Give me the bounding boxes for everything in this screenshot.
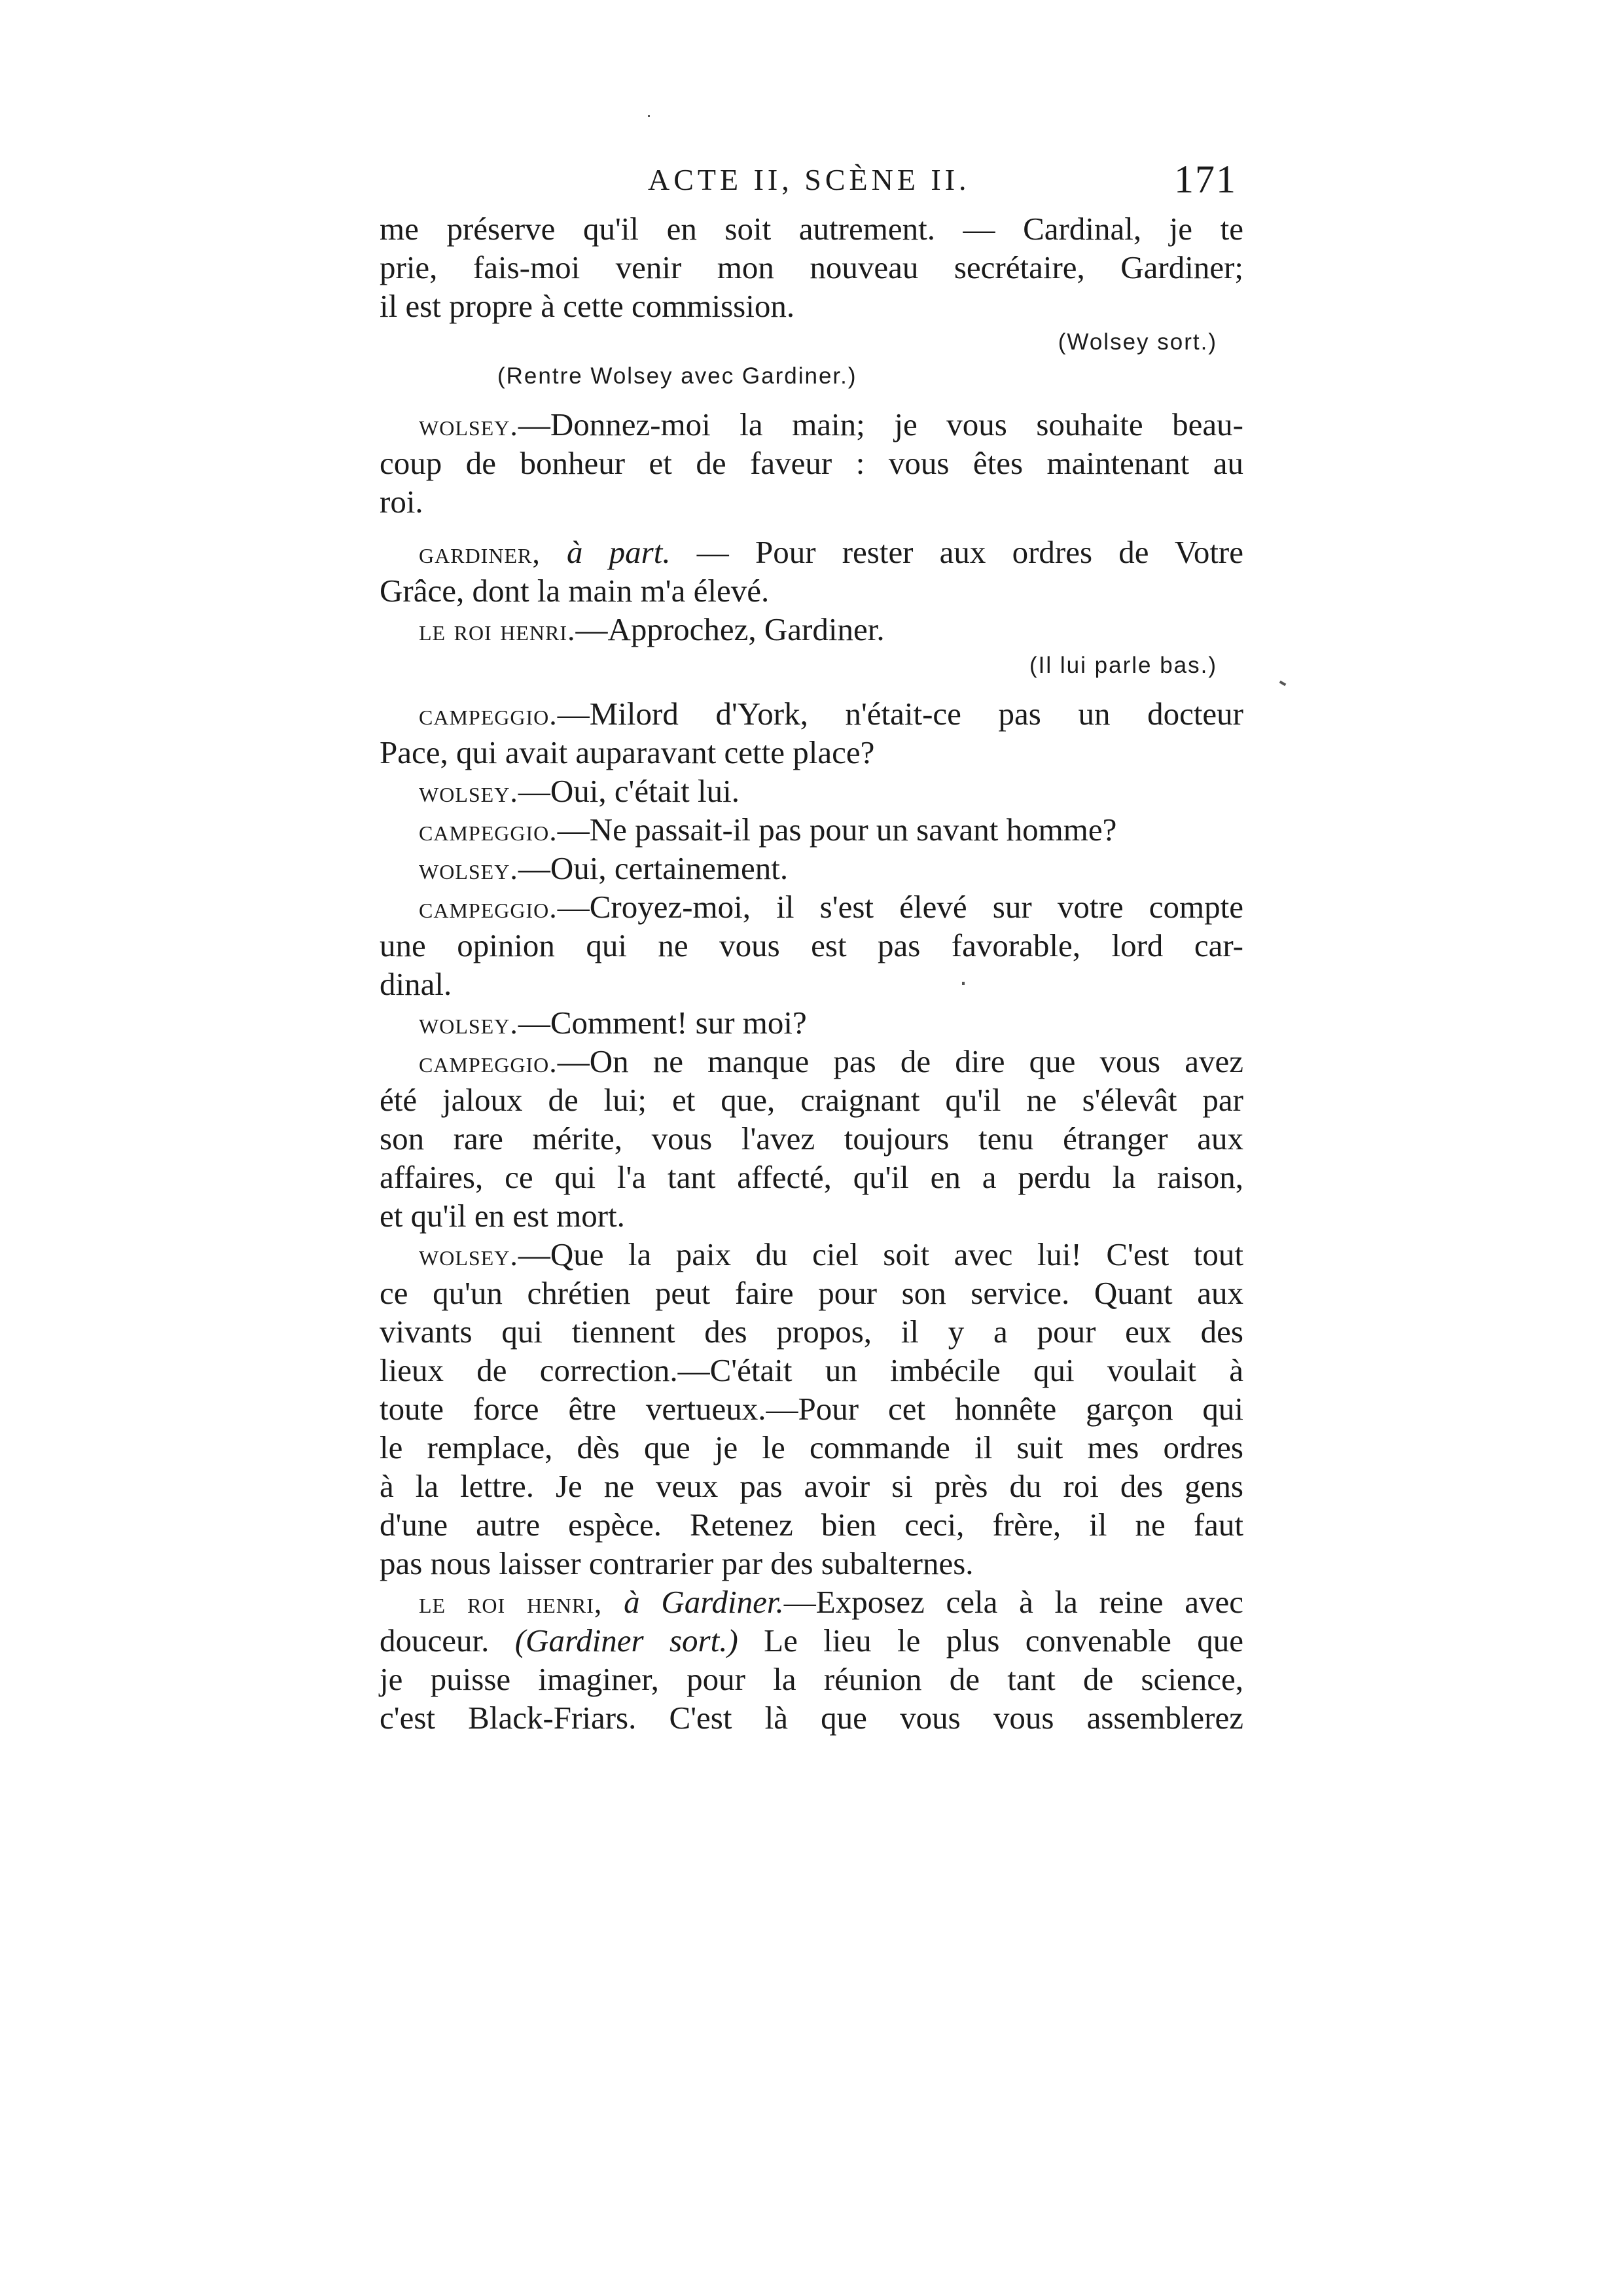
stage-direction: (Wolsey sort.) <box>1058 329 1217 355</box>
text-line: une opinion qui ne vous est pas favorable, lord car- <box>380 927 1243 963</box>
speech-line: wolsey.—Oui, c'était lui. <box>419 773 740 809</box>
page-number: 171 <box>1174 158 1237 201</box>
speaker-name: wolsey. <box>419 775 518 808</box>
text-line: coup de bonheur et de faveur : vous êtes maintenant au <box>380 445 1243 481</box>
text-line: c'est Black-Friars. C'est là que vous vous assemblerez <box>380 1700 1243 1736</box>
speech-line: le roi henri.—Approchez, Gardiner. <box>419 611 885 647</box>
text-line: vivants qui tiennent des propos, il y a pour eux des <box>380 1314 1243 1350</box>
speech-line: gardiner, à part. — Pour rester aux ordres de Votre <box>419 534 1243 570</box>
speaker-name: wolsey. <box>419 1007 518 1040</box>
speaker-name: campeggio. <box>419 1045 558 1079</box>
text-line: prie, fais-moi venir mon nouveau secrétaire, Gardiner; <box>380 249 1243 285</box>
speech-line: campeggio.—Milord d'York, n'était-ce pas un docteur <box>419 696 1243 732</box>
text-line: Grâce, dont la main m'a élevé. <box>380 573 770 609</box>
scan-speck <box>1279 681 1287 686</box>
scan-speck <box>648 115 650 117</box>
speaker-name: le roi henri. <box>419 613 576 647</box>
page-header <box>648 157 1237 209</box>
text-line: et qu'il en est mort. <box>380 1198 625 1234</box>
text-line: été jaloux de lui; et que, craignant qu'il ne s'élevât par <box>380 1082 1243 1118</box>
text-line: pas nous laisser contrarier par des subalternes. <box>380 1545 974 1581</box>
speech-line: wolsey.—Oui, certainement. <box>419 850 789 886</box>
speech-line: campeggio.—Croyez-moi, il s'est élevé sur votre compte <box>419 889 1243 925</box>
speaker-name: wolsey. <box>419 1238 518 1272</box>
speech-line: wolsey.—Comment! sur moi? <box>419 1005 807 1041</box>
speaker-name: le roi henri, <box>419 1586 603 1619</box>
speech-line: campeggio.—Ne passait-il pas pour un savant homme? <box>419 812 1117 848</box>
stage-direction: (Gardiner sort.) <box>514 1623 738 1659</box>
text-line: douceur. (Gardiner sort.) Le lieu le plus convenable que <box>380 1623 1243 1659</box>
scan-speck <box>962 982 965 985</box>
text-line: à la lettre. Je ne veux pas avoir si près du roi des gens <box>380 1468 1243 1504</box>
aside-direction: à part. <box>567 534 671 570</box>
speaker-name: campeggio. <box>419 814 558 847</box>
text-line: son rare mérite, vous l'avez toujours tenu étranger aux <box>380 1121 1243 1157</box>
text-line: roi. <box>380 484 423 520</box>
text-line: ce qu'un chrétien peut faire pour son service. Quant aux <box>380 1275 1243 1311</box>
speech-line: le roi henri, à Gardiner.—Exposez cela à la reine avec <box>419 1584 1244 1620</box>
stage-direction: (Rentre Wolsey avec Gardiner.) <box>497 363 857 389</box>
text-line: il est propre à cette commission. <box>380 288 795 324</box>
speaker-name: wolsey. <box>419 408 518 442</box>
stage-direction: (Il lui parle bas.) <box>1029 653 1217 678</box>
speaker-name: gardiner, <box>419 536 541 569</box>
speech-line: campeggio.—On ne manque pas de dire que vous avez <box>419 1043 1243 1079</box>
text-line: d'une autre espèce. Retenez bien ceci, frère, il ne faut <box>380 1507 1243 1543</box>
text-line: me préserve qu'il en soit autrement. — Cardinal, je te <box>380 211 1243 247</box>
text-line: affaires, ce qui l'a tant affecté, qu'il en a perdu la raison, <box>380 1159 1243 1195</box>
body-text <box>380 209 1243 1737</box>
speaker-name: campeggio. <box>419 698 558 731</box>
speaker-name: campeggio. <box>419 891 558 924</box>
text-line: lieux de correction.—C'était un imbécile qui voulait à <box>380 1352 1243 1388</box>
text-line: le remplace, dès que je le commande il suit mes ordres <box>380 1429 1243 1465</box>
text-line: Pace, qui avait auparavant cette place? <box>380 734 875 770</box>
text-line: je puisse imaginer, pour la réunion de tant de science, <box>380 1661 1243 1697</box>
running-title: ACTE II, SCÈNE II. <box>648 163 971 196</box>
text-line: dinal. <box>380 966 452 1002</box>
speaker-name: wolsey. <box>419 852 518 886</box>
speech-line: wolsey.—Que la paix du ciel soit avec lui! C'est tout <box>419 1236 1243 1272</box>
speech-line: wolsey.—Donnez-moi la main; je vous souhaite beau- <box>419 406 1243 442</box>
text-line: toute force être vertueux.—Pour cet honnête garçon qui <box>380 1391 1243 1427</box>
aside-direction: à Gardiner. <box>624 1584 784 1620</box>
